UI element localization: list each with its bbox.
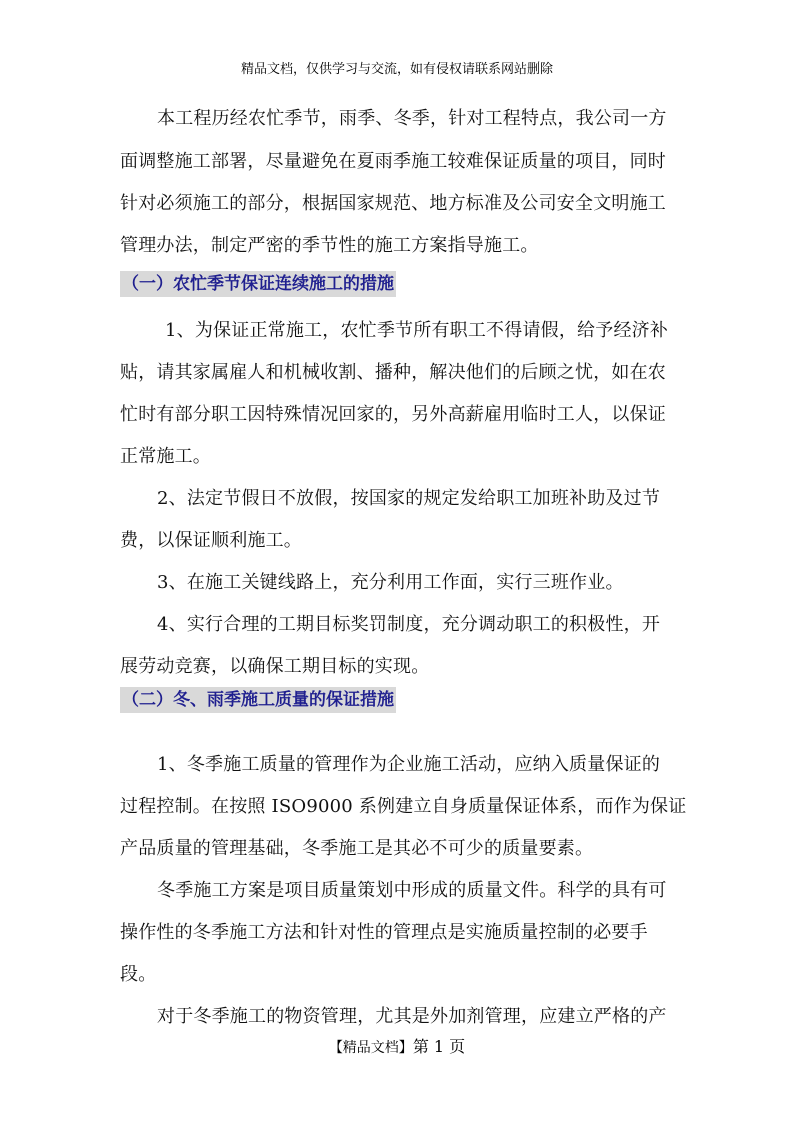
page-header: 精品文档，仅供学习与交流，如有侵权请联系网站删除: [240, 62, 553, 77]
section1-line-3: 忙时有部分职工因特殊情况回家的，另外高薪雇用临时工人，以保证: [120, 404, 666, 425]
section2-line-2: 过程控制。在按照 ISO9000 系例建立自身质量保证体系，而作为保证: [120, 796, 687, 817]
section-heading-1: （一）农忙季节保证连续施工的措施: [120, 271, 396, 297]
section2-line-6: 段。: [120, 964, 157, 985]
footer-tag: 【精品文档】: [328, 1040, 413, 1056]
section1-line-2: 贴，请其家属雇人和机械收割、播种，解决他们的后顾之忧，如在农: [120, 362, 666, 383]
intro-line-2: 面调整施工部署，尽量避免在夏雨季施工较难保证质量的项目，同时: [120, 151, 666, 172]
section2-line-3: 产品质量的管理基础，冬季施工是其必不可少的质量要素。: [120, 838, 594, 859]
section1-line-1: 1、为保证正常施工，农忙季节所有职工不得请假，给予经济补: [165, 320, 669, 341]
section2-line-5: 操作性的冬季施工方法和针对性的管理点是实施质量控制的必要手: [120, 922, 648, 943]
section2-line-1: 1、冬季施工质量的管理作为企业施工活动，应纳入质量保证的: [157, 754, 661, 775]
section1-line-8: 4、实行合理的工期目标奖罚制度，充分调动职工的积极性，开: [157, 614, 661, 635]
intro-line-3: 针对必须施工的部分，根据国家规范、地方标准及公司安全文明施工: [120, 193, 666, 214]
page-number: 第 1 页: [412, 1037, 466, 1056]
section1-line-9: 展劳动竞赛，以确保工期目标的实现。: [120, 656, 430, 677]
section1-line-6: 费，以保证顺利施工。: [120, 530, 302, 551]
section1-line-4: 正常施工。: [120, 446, 211, 467]
section-heading-2: （二）冬、雨季施工质量的保证措施: [120, 687, 396, 713]
intro-line-4: 管理办法，制定严密的季节性的施工方案指导施工。: [120, 235, 539, 256]
page-footer: [0, 1034, 794, 1057]
section1-line-5: 2、法定节假日不放假，按国家的规定发给职工加班补助及过节: [157, 488, 661, 509]
section1-line-7: 3、在施工关键线路上，充分利用工作面，实行三班作业。: [157, 572, 624, 593]
section2-line-4: 冬季施工方案是项目质量策划中形成的质量文件。科学的具有可: [157, 880, 667, 901]
intro-line-1: 本工程历经农忙季节，雨季、冬季，针对工程特点，我公司一方: [157, 108, 667, 129]
section2-line-7: 对于冬季施工的物资管理，尤其是外加剂管理，应建立严格的产: [157, 1006, 667, 1027]
